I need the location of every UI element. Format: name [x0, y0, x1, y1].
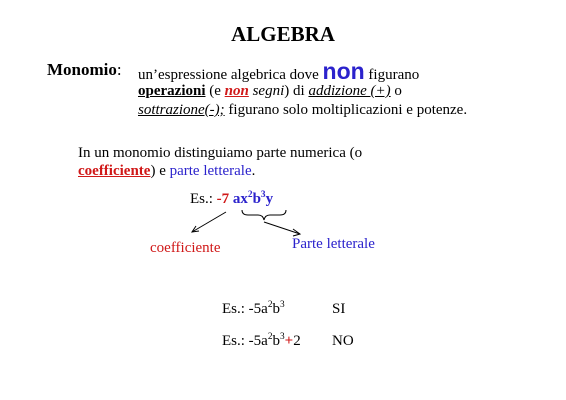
addizione-word: addizione (+) — [308, 83, 391, 99]
operazioni-word: operazioni — [138, 83, 206, 99]
ex2-exp-a: 2 — [267, 332, 273, 342]
def-line2-end: o — [390, 83, 402, 99]
lit-exp-3: 3 — [260, 190, 266, 200]
ex1-prefix: Es.: — [222, 301, 249, 317]
def-line2-mid: ) di — [284, 83, 309, 99]
arrow-to-coefficient — [192, 212, 226, 232]
sottrazione-word: sottrazione(-); — [138, 102, 225, 118]
ex2-b: b — [272, 333, 280, 349]
ex2-prefix: Es.: — [222, 333, 249, 349]
label-coefficiente: coefficiente — [150, 240, 221, 256]
lit-x: x — [240, 191, 248, 207]
non-segni-word: non — [224, 83, 249, 99]
ex1-exp-a: 2 — [267, 300, 273, 310]
coefficiente-word: coefficiente — [78, 163, 151, 179]
example-2-answer: NO — [332, 333, 354, 349]
arrow-to-literal-part — [264, 222, 300, 236]
term-colon: : — [116, 60, 122, 79]
intro-line-1: In un monomio distinguiamo parte numerica (o — [78, 145, 363, 161]
intro-end: . — [251, 163, 256, 179]
def-line1-after: figurano — [368, 67, 420, 83]
lit-y: y — [265, 191, 274, 207]
example-1-answer: SI — [332, 301, 346, 317]
ex1-b: b — [272, 301, 280, 317]
ex1-base: -5a — [248, 301, 268, 317]
parte-letterale-word: parte letterale — [169, 163, 252, 179]
ex2-exp-b: 3 — [279, 332, 285, 342]
def-line3-rest: figurano solo moltiplicazioni e potenze. — [224, 102, 468, 118]
ex1-exp-b: 3 — [279, 300, 285, 310]
lit-a: a — [232, 191, 241, 207]
literal-brace — [242, 210, 286, 220]
ex2-plus-sign: + — [284, 333, 294, 349]
example-1-expression — [222, 301, 285, 318]
non-emphasis: non — [322, 58, 365, 84]
def-line1-before: un’espressione algebrica dove — [138, 67, 319, 83]
example-2-expression — [222, 333, 301, 350]
page-title: ALGEBRA — [231, 22, 335, 46]
label-parte-letterale: Parte letterale — [292, 236, 375, 252]
example-coefficient: -7 — [216, 191, 230, 207]
ex2-tail: 2 — [293, 333, 301, 349]
def-line2-paren: (e — [205, 83, 225, 99]
segni-word: segni — [252, 83, 285, 99]
term-label: Monomio — [47, 60, 117, 79]
example-prefix: Es.: — [190, 191, 217, 207]
ex2-base: -5a — [248, 333, 268, 349]
intro-mid: ) e — [150, 163, 170, 179]
lit-exp-2: 2 — [247, 190, 253, 200]
lit-b: b — [252, 191, 261, 207]
